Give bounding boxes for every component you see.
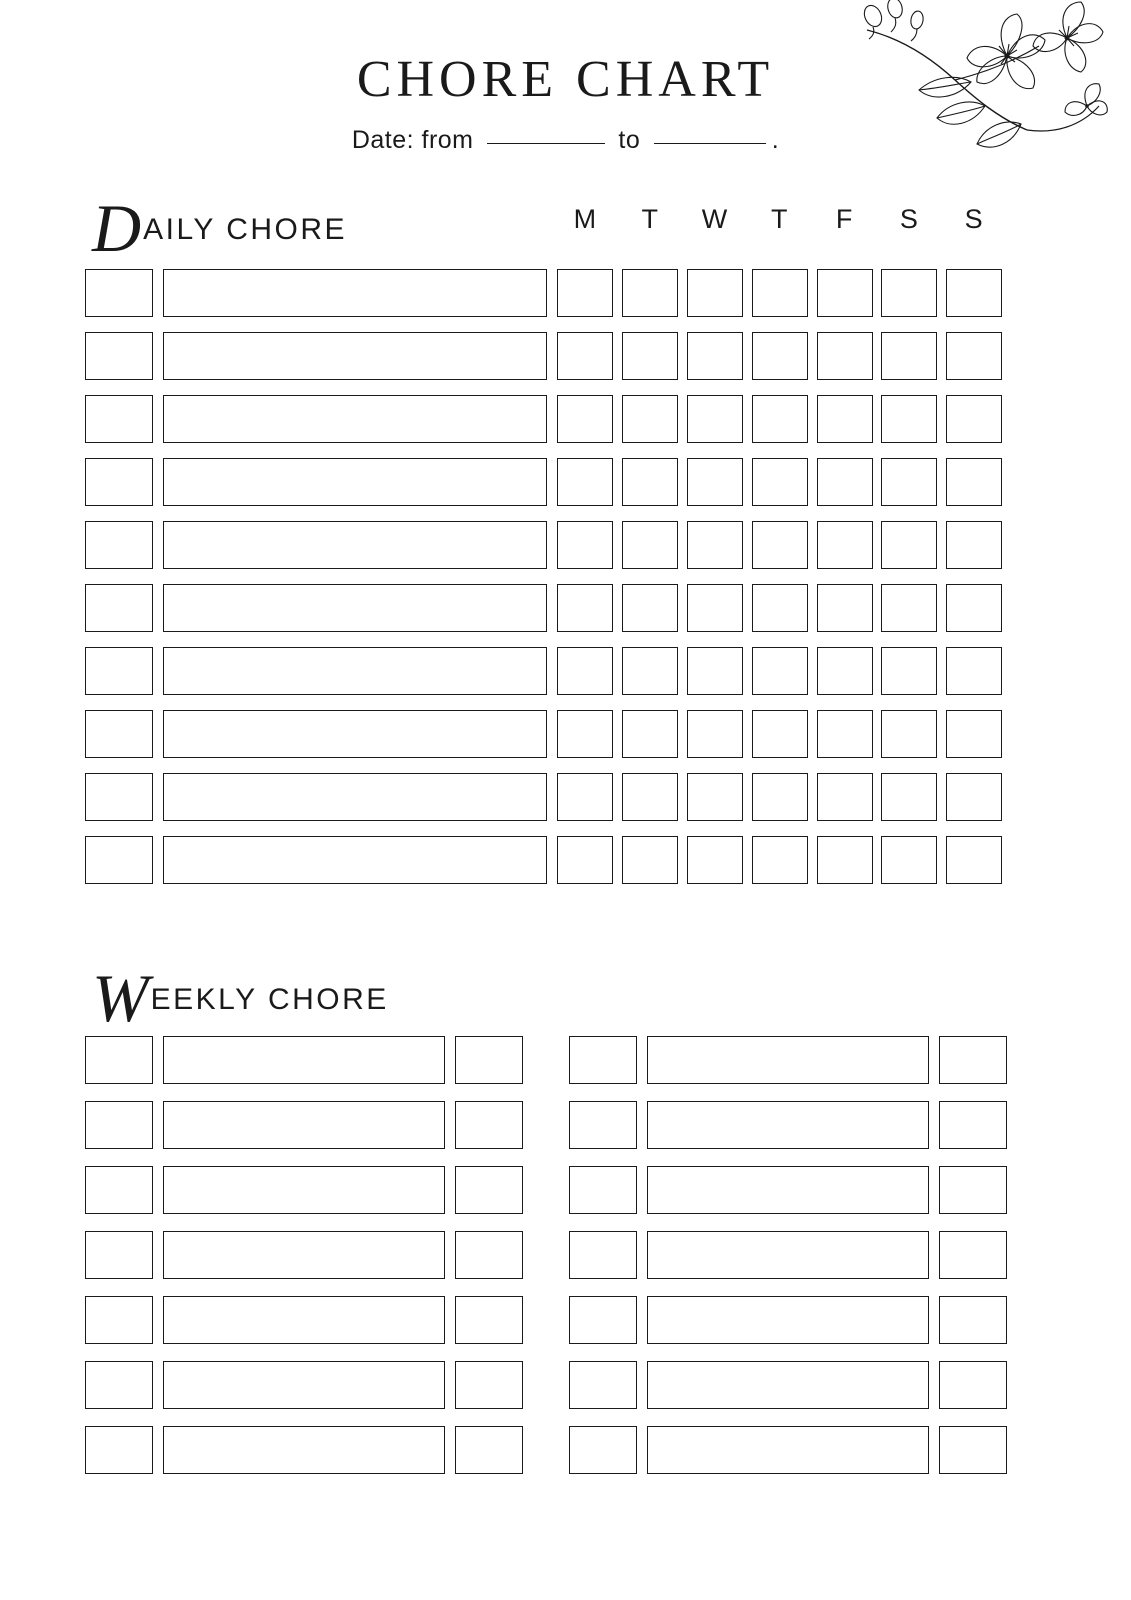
daily-checkbox[interactable] [85, 710, 153, 758]
daily-chore-grid [85, 262, 1007, 892]
daily-day-cell-wed[interactable] [687, 647, 743, 695]
weekly-checkbox[interactable] [85, 1296, 153, 1344]
daily-day-cell-wed[interactable] [687, 395, 743, 443]
table-row [569, 1093, 1007, 1157]
daily-day-cell-sat[interactable] [881, 836, 937, 884]
daily-day-cell-mon[interactable] [557, 836, 613, 884]
daily-day-cell-tue[interactable] [622, 458, 678, 506]
table-row [85, 1093, 523, 1157]
page-title: CHORE CHART [356, 51, 775, 108]
daily-task-input[interactable] [163, 710, 547, 758]
weekly-task-input[interactable] [163, 1231, 445, 1279]
daily-day-cell-mon[interactable] [557, 395, 613, 443]
weekly-checkbox[interactable] [85, 1231, 153, 1279]
weekly-done-cell[interactable] [455, 1166, 523, 1214]
table-row [85, 325, 1007, 387]
date-to-label: to [618, 126, 641, 154]
table-row [85, 1288, 523, 1352]
daily-day-cell-wed[interactable] [687, 332, 743, 380]
daily-day-cell-fri[interactable] [817, 710, 873, 758]
daily-heading-rest: AILY CHORE [143, 213, 348, 246]
table-row [85, 514, 1007, 576]
daily-checkbox[interactable] [85, 332, 153, 380]
table-row [569, 1223, 1007, 1287]
weekly-heading-rest: EEKLY CHORE [150, 983, 389, 1016]
table-row [85, 829, 1007, 891]
daily-day-cell-sun[interactable] [946, 395, 1002, 443]
daily-day-cell-sun[interactable] [946, 836, 1002, 884]
weekly-done-cell[interactable] [939, 1361, 1007, 1409]
day-header-wed: W [701, 204, 729, 234]
daily-day-cell-mon[interactable] [557, 584, 613, 632]
daily-day-cell-wed[interactable] [687, 521, 743, 569]
daily-day-cell-sat[interactable] [881, 269, 937, 317]
daily-drop-cap: D [92, 190, 142, 266]
daily-day-cell-tue[interactable] [622, 521, 678, 569]
daily-day-cell-wed[interactable] [687, 458, 743, 506]
daily-day-cells [553, 710, 1007, 758]
date-from-input[interactable] [487, 142, 605, 144]
daily-day-cell-thu[interactable] [752, 836, 808, 884]
daily-day-cell-mon[interactable] [557, 647, 613, 695]
daily-day-cells [553, 836, 1007, 884]
weekly-checkbox[interactable] [85, 1361, 153, 1409]
weekly-task-input[interactable] [163, 1101, 445, 1149]
weekly-checkbox[interactable] [569, 1296, 637, 1344]
daily-task-input[interactable] [163, 269, 547, 317]
daily-day-cell-thu[interactable] [752, 647, 808, 695]
daily-day-cell-fri[interactable] [817, 647, 873, 695]
weekly-checkbox[interactable] [85, 1101, 153, 1149]
cherry-blossom-icon [859, 0, 1109, 154]
daily-day-cell-sat[interactable] [881, 458, 937, 506]
day-header-thu: T [771, 204, 789, 234]
table-row [85, 1418, 523, 1482]
date-to-input[interactable] [654, 142, 766, 144]
daily-day-cells [553, 332, 1007, 380]
daily-day-cell-mon[interactable] [557, 773, 613, 821]
daily-day-cell-sun[interactable] [946, 521, 1002, 569]
weekly-done-cell[interactable] [455, 1426, 523, 1474]
weekly-task-input[interactable] [163, 1361, 445, 1409]
weekly-done-cell[interactable] [939, 1426, 1007, 1474]
weekly-checkbox[interactable] [569, 1361, 637, 1409]
weekly-chore-heading [92, 960, 389, 1036]
weekly-checkbox[interactable] [85, 1166, 153, 1214]
date-from-label: Date: from [351, 126, 474, 154]
weekly-column-right [569, 1028, 1007, 1483]
daily-day-cell-wed[interactable] [687, 773, 743, 821]
table-row [85, 388, 1007, 450]
daily-day-cell-wed[interactable] [687, 584, 743, 632]
table-row [569, 1418, 1007, 1482]
daily-chore-heading [92, 190, 348, 266]
weekly-done-cell[interactable] [455, 1296, 523, 1344]
daily-checkbox[interactable] [85, 269, 153, 317]
daily-day-cells [553, 773, 1007, 821]
daily-day-cell-fri[interactable] [817, 521, 873, 569]
daily-day-cell-tue[interactable] [622, 269, 678, 317]
weekly-checkbox[interactable] [85, 1426, 153, 1474]
daily-day-cell-mon[interactable] [557, 710, 613, 758]
weekly-done-cell[interactable] [939, 1296, 1007, 1344]
daily-day-cell-tue[interactable] [622, 836, 678, 884]
daily-task-input[interactable] [163, 773, 547, 821]
daily-day-cell-sun[interactable] [946, 773, 1002, 821]
daily-day-cell-sun[interactable] [946, 710, 1002, 758]
daily-checkbox[interactable] [85, 521, 153, 569]
weekly-done-cell[interactable] [455, 1036, 523, 1084]
weekly-task-input[interactable] [647, 1231, 929, 1279]
table-row [85, 1353, 523, 1417]
date-trailing-period: . [771, 126, 780, 154]
daily-day-cell-fri[interactable] [817, 332, 873, 380]
daily-checkbox[interactable] [85, 584, 153, 632]
weekly-task-input[interactable] [647, 1101, 929, 1149]
daily-day-cells [553, 269, 1007, 317]
daily-task-input[interactable] [163, 458, 547, 506]
daily-day-cell-thu[interactable] [752, 395, 808, 443]
daily-day-cell-thu[interactable] [752, 773, 808, 821]
weekly-done-cell[interactable] [455, 1231, 523, 1279]
daily-day-cell-tue[interactable] [622, 395, 678, 443]
weekly-task-input[interactable] [647, 1426, 929, 1474]
daily-day-cell-fri[interactable] [817, 836, 873, 884]
daily-day-cell-sun[interactable] [946, 332, 1002, 380]
day-header-row [553, 204, 1007, 235]
weekly-done-cell[interactable] [455, 1361, 523, 1409]
daily-day-cell-thu[interactable] [752, 269, 808, 317]
weekly-task-input[interactable] [163, 1036, 445, 1084]
daily-task-input[interactable] [163, 395, 547, 443]
daily-day-cell-tue[interactable] [622, 710, 678, 758]
daily-day-cell-sun[interactable] [946, 269, 1002, 317]
weekly-task-input[interactable] [647, 1036, 929, 1084]
table-row [85, 766, 1007, 828]
daily-day-cell-fri[interactable] [817, 395, 873, 443]
daily-task-input[interactable] [163, 647, 547, 695]
weekly-done-cell[interactable] [455, 1101, 523, 1149]
daily-task-input[interactable] [163, 836, 547, 884]
table-row [85, 1028, 523, 1092]
daily-day-cell-tue[interactable] [622, 584, 678, 632]
daily-day-cell-fri[interactable] [817, 458, 873, 506]
daily-day-cell-thu[interactable] [752, 332, 808, 380]
daily-day-cell-fri[interactable] [817, 773, 873, 821]
daily-day-cells [553, 395, 1007, 443]
daily-day-cell-thu[interactable] [752, 458, 808, 506]
daily-day-cell-sat[interactable] [881, 710, 937, 758]
weekly-checkbox[interactable] [569, 1036, 637, 1084]
day-header-sat: S [899, 204, 919, 234]
daily-day-cell-sat[interactable] [881, 584, 937, 632]
table-row [85, 577, 1007, 639]
daily-day-cell-sat[interactable] [881, 647, 937, 695]
table-row [569, 1288, 1007, 1352]
daily-day-cell-wed[interactable] [687, 269, 743, 317]
daily-day-cells [553, 521, 1007, 569]
daily-task-input[interactable] [163, 584, 547, 632]
daily-day-cell-sat[interactable] [881, 773, 937, 821]
daily-day-cell-mon[interactable] [557, 269, 613, 317]
daily-day-cell-sun[interactable] [946, 458, 1002, 506]
weekly-checkbox[interactable] [569, 1426, 637, 1474]
daily-day-cell-mon[interactable] [557, 332, 613, 380]
daily-day-cell-fri[interactable] [817, 584, 873, 632]
table-row [569, 1158, 1007, 1222]
weekly-column-left [85, 1028, 523, 1483]
daily-task-input[interactable] [163, 521, 547, 569]
daily-day-cell-sat[interactable] [881, 521, 937, 569]
table-row [85, 262, 1007, 324]
weekly-done-cell[interactable] [939, 1101, 1007, 1149]
weekly-task-input[interactable] [647, 1361, 929, 1409]
day-header-fri: F [835, 204, 854, 234]
weekly-checkbox[interactable] [569, 1231, 637, 1279]
daily-day-cell-mon[interactable] [557, 458, 613, 506]
daily-day-cells [553, 647, 1007, 695]
daily-day-cell-sun[interactable] [946, 584, 1002, 632]
weekly-task-input[interactable] [163, 1426, 445, 1474]
daily-day-cell-sun[interactable] [946, 647, 1002, 695]
weekly-task-input[interactable] [647, 1296, 929, 1344]
weekly-task-input[interactable] [163, 1166, 445, 1214]
daily-day-cell-thu[interactable] [752, 521, 808, 569]
daily-day-cells [553, 458, 1007, 506]
table-row [85, 1158, 523, 1222]
weekly-done-cell[interactable] [939, 1036, 1007, 1084]
daily-checkbox[interactable] [85, 458, 153, 506]
daily-day-cell-fri[interactable] [817, 269, 873, 317]
table-row [85, 640, 1007, 702]
day-header-mon: M [573, 204, 598, 234]
weekly-checkbox[interactable] [569, 1101, 637, 1149]
table-row [569, 1028, 1007, 1092]
daily-day-cell-tue[interactable] [622, 647, 678, 695]
daily-task-input[interactable] [163, 332, 547, 380]
weekly-chore-grid [85, 1028, 1007, 1483]
daily-checkbox[interactable] [85, 773, 153, 821]
daily-day-cell-thu[interactable] [752, 710, 808, 758]
daily-checkbox[interactable] [85, 647, 153, 695]
table-row [85, 1223, 523, 1287]
daily-day-cell-wed[interactable] [687, 710, 743, 758]
table-row [85, 703, 1007, 765]
daily-day-cell-mon[interactable] [557, 521, 613, 569]
table-row [569, 1353, 1007, 1417]
weekly-task-input[interactable] [163, 1296, 445, 1344]
weekly-done-cell[interactable] [939, 1231, 1007, 1279]
daily-day-cell-wed[interactable] [687, 836, 743, 884]
weekly-done-cell[interactable] [939, 1166, 1007, 1214]
daily-day-cells [553, 584, 1007, 632]
table-row [85, 451, 1007, 513]
daily-day-cell-thu[interactable] [752, 584, 808, 632]
weekly-task-input[interactable] [647, 1166, 929, 1214]
daily-day-cell-sat[interactable] [881, 395, 937, 443]
daily-day-cell-tue[interactable] [622, 773, 678, 821]
daily-day-cell-tue[interactable] [622, 332, 678, 380]
daily-checkbox[interactable] [85, 395, 153, 443]
weekly-checkbox[interactable] [85, 1036, 153, 1084]
weekly-drop-cap: W [92, 960, 149, 1036]
daily-day-cell-sat[interactable] [881, 332, 937, 380]
day-header-sun: S [964, 204, 984, 234]
weekly-checkbox[interactable] [569, 1166, 637, 1214]
day-header-tue: T [641, 204, 659, 234]
daily-checkbox[interactable] [85, 836, 153, 884]
